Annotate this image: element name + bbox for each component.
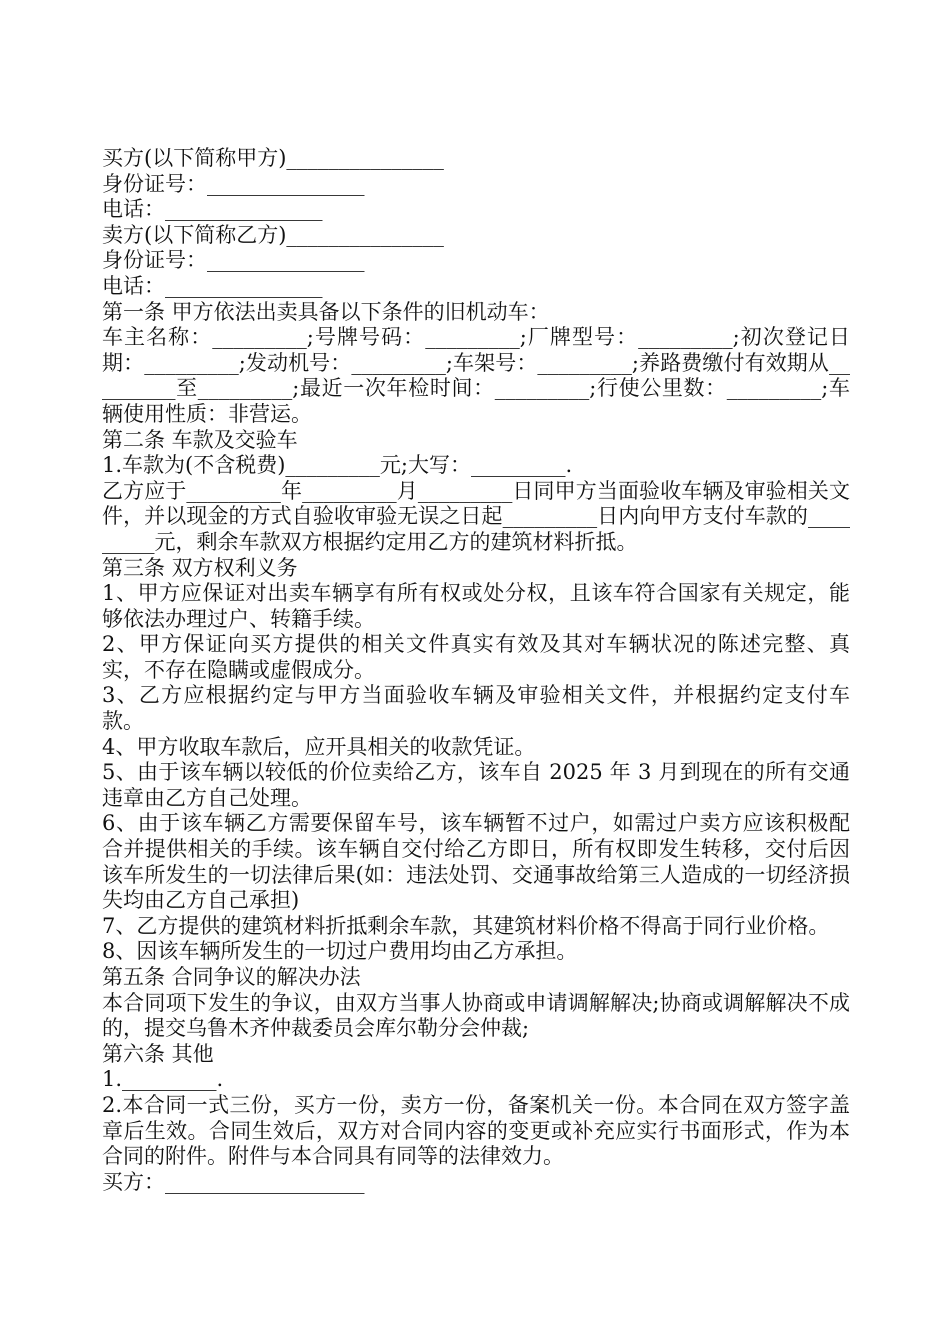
- article-6-heading: 第六条 其他: [102, 1041, 214, 1066]
- obligation-8: 8、因该车辆所发生的一切过户费用均由乙方承担。: [102, 939, 578, 964]
- article-2-heading: 第二条 车款及交验车: [102, 427, 298, 452]
- buyer-signature-line: 买方：___________________: [102, 1169, 365, 1194]
- vehicle-details-paragraph: 车主名称：_________;号牌号码：_________;厂牌型号：_________;初次登记日期：_________;发动机号：_________;车架号：_________;养路费缴付有效期从_________至_________;最近一次年检时间：_________;行使公里数：_________;车辆使用性质：非营运。: [102, 325, 850, 426]
- other-item-1: 1._________.: [102, 1067, 224, 1092]
- seller-phone-line: 电话：_______________: [102, 273, 323, 298]
- article-1-heading: 第一条 甲方依法出卖具备以下条件的旧机动车：: [102, 299, 550, 324]
- article-5-heading: 第五条 合同争议的解决办法: [102, 965, 361, 989]
- buyer-phone-line: 电话：_______________: [102, 197, 323, 222]
- obligation-2: 2、甲方保证向买方提供的相关文件真实有效及其对车辆状况的陈述完整、真实，不存在隐瞒或虚假成分。: [102, 632, 850, 682]
- obligation-3: 3、乙方应根据约定与甲方当面验收车辆及审验相关文件，并根据约定支付车款。: [102, 683, 850, 734]
- obligation-4: 4、甲方收取车款后，应开具相关的收款凭证。: [102, 734, 536, 759]
- other-item-2: 2.本合同一式三份，买方一份，卖方一份，备案机关一份。本合同在双方签字盖章后生效。合同生效后，双方对合同内容的变更或补充应实行书面形式，作为本合同的附件。附件与本合同具有同等的法律效力。: [102, 1092, 850, 1169]
- article-3-heading: 第三条 双方权利义务: [102, 555, 298, 580]
- price-line: 1.车款为(不含税费)_________元;大写：_________.: [102, 453, 573, 478]
- contract-document: [102, 146, 850, 1195]
- obligation-1: 1、甲方应保证对出卖车辆享有所有权或处分权，且该车符合国家有关规定，能够依法办理过户、转籍手续。: [102, 581, 850, 631]
- seller-name-line: 卖方(以下简称乙方)_______________: [102, 222, 444, 247]
- obligation-7: 7、乙方提供的建筑材料折抵剩余车款，其建筑材料价格不得高于同行业价格。: [102, 913, 830, 938]
- obligation-5: 5、由于该车辆以较低的价位卖给乙方，该车自 2025 年 3 月到现在的所有交通违章由乙方自己处理。: [102, 760, 850, 810]
- seller-id-line: 身份证号：_______________: [102, 248, 365, 273]
- buyer-name-line: 买方(以下简称甲方)_______________: [102, 146, 444, 170]
- payment-paragraph: 乙方应于_________年_________月_________日同甲方当面验收车辆及审验相关文件，并以现金的方式自验收审验无误之日起_________日内向甲方支付车款的_________元，剩余车款双方根据约定用乙方的建筑材料折抵。: [102, 478, 850, 554]
- buyer-id-line: 身份证号：_______________: [102, 171, 365, 196]
- obligation-6: 6、由于该车辆乙方需要保留车号，该车辆暂不过户，如需过户卖方应该积极配合并提供相关的手续。该车辆自交付给乙方即日，所有权即发生转移，交付后因该车所发生的一切法律后果(如：违法处罚、交通事故给第三人造成的一切经济损失均由乙方自己承担): [102, 811, 850, 913]
- dispute-paragraph: 本合同项下发生的争议，由双方当事人协商或申请调解解决;协商或调解解决不成的，提交乌鲁木齐仲裁委员会库尔勒分会仲裁;: [102, 990, 850, 1041]
